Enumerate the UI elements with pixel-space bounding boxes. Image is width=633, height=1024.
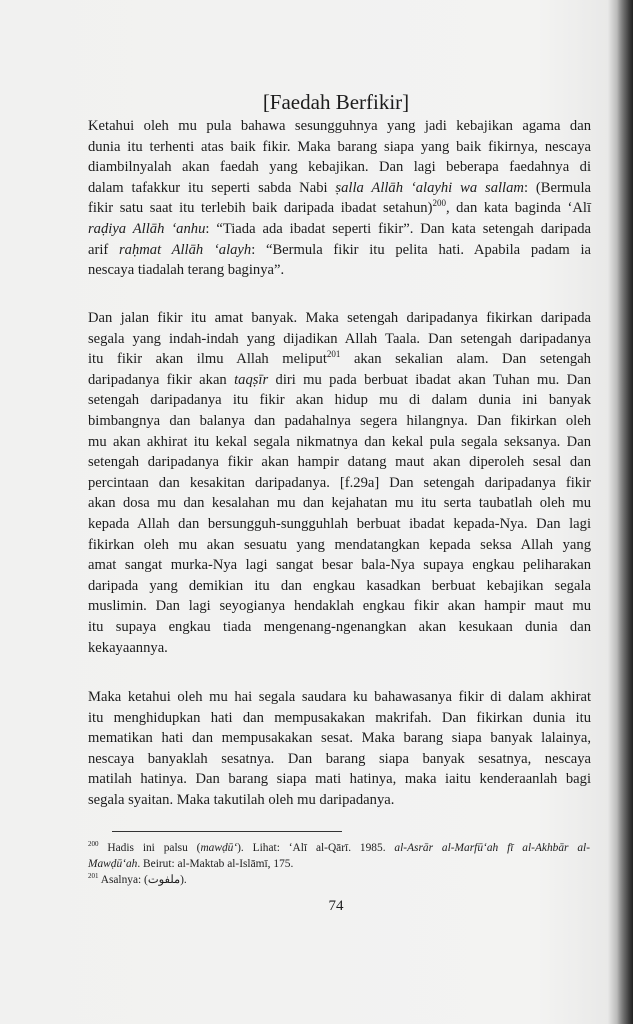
footnote-line: $^{201}$ Asalnya: (ملفوت).	[88, 872, 187, 886]
text-line: setengah daripadanya itu fikir akan hidup mu di dalam dunia ini banyak	[88, 392, 591, 409]
footnote	[88, 840, 590, 872]
text-line: nescaya banyaklah sesatnya. Dan barang siapa banyak sesatnya, nescaya	[88, 750, 591, 767]
text-line: akan dosa mu dan kesalahan mu dan kejahatan mu itu serta taubatlah oleh mu	[88, 495, 591, 512]
text-line: mematikan hati dan mempusakakan sesat. Maka barang siapa banyak lalainya,	[88, 730, 591, 747]
text-line: kekayaannya.	[88, 639, 168, 656]
footnote-separator	[112, 831, 342, 832]
text-line: bimbangnya dan balanya dan padahalnya segera hilangnya. Dan fikirkan oleh	[88, 412, 591, 429]
text-line: itu menghidupkan hati dan mempusakakan makrifah. Dan fikirkan dunia itu	[88, 709, 591, 726]
text-line: itu supaya engkau tiada mengenang-ngenangkan akan kesukaan dunia dan	[88, 618, 591, 635]
footnote-line: Mawḍūʻah. Beirut: al-Maktab al-Islāmī, 175.	[88, 858, 294, 870]
italic-term: al-Asrār al-Marfūʻah fī al-Akhbār al-	[394, 842, 590, 854]
footnote-ref: 201	[326, 349, 341, 360]
text-line: setengah daripadanya fikir akan hampir datang maut akan diperoleh sesal dan	[88, 454, 591, 471]
text-line: segala syaitan. Maka takutilah oleh mu daripadanya.	[88, 791, 395, 808]
text-line: matilah hatinya. Dan barang siapa mati hatinya, maka iaitu kenderaanlah bagi	[88, 771, 591, 788]
footnote-ref: 200	[432, 198, 446, 209]
section-heading: [Faedah Berfikir]	[262, 90, 410, 114]
page-gutter-shadow	[617, 0, 633, 1024]
text-line: arif raḥmat Allāh ʻalayh: “Bermula fikir itu pelita hati. Apabila padam ia	[88, 241, 591, 258]
italic-term: Mawḍūʻah	[88, 858, 138, 870]
page-number: 74	[328, 898, 344, 914]
text-line: Ketahui oleh mu pula bahawa sesungguhnya yang jadi kebajikan agama dan	[88, 118, 591, 134]
text-line: nescaya tiadalah terang baginya”.	[88, 262, 285, 279]
text-line: fikir satu saat itu terlebih baik daripada ibadat setahun)$^{200}$, dan kata baginda ʻAlī	[88, 198, 592, 217]
italic-term: taqṣīr	[234, 371, 269, 388]
text-line: amat sangat murka-Nya lagi sangat besar bala-Nya supaya engkau peliharakan	[88, 557, 591, 574]
paragraph-3	[88, 687, 591, 811]
text-line: daripadanya fikir akan taqṣīr diri mu pada berbuat ibadat akan Tuhan mu. Dan	[88, 371, 591, 388]
text-line: dunia itu terhenti atas baik fikir. Maka barang siapa yang baik fikirnya, nescaya	[88, 138, 591, 155]
text-line: raḍiya Allāh ʻanhu: “Tiada ada ibadat seperti fikir”. Dan kata setengah daripada	[88, 220, 591, 237]
text-line: itu fikir akan ilmu Allah meliput$^{201}$ akan sekalian alam. Dan setengah	[88, 349, 591, 368]
footnote-line: $^{200}$ Hadis ini palsu (mawḍūʻ). Lihat: ʻAlī al-Qārī. 1985. al-Asrār al-Marfūʻah fī al-Akhbār al-	[88, 840, 590, 854]
text-line: muslimin. Dan lagi seyogianya hendaklah engkau fikir akan hampir maut mu	[88, 598, 591, 615]
italic-term: mawḍūʻ	[200, 842, 238, 854]
text-line: Maka ketahui oleh mu hai segala saudara ku bahawasanya fikir di dalam akhirat	[88, 689, 591, 705]
footnote-number: 200	[88, 840, 99, 849]
text-line: diambilnyalah akan faedah yang kebajikan. Dan lagi beberapa faedahnya di	[88, 159, 591, 176]
paragraph-2	[88, 308, 591, 658]
text-line: Dan jalan fikir itu amat banyak. Maka setengah daripadanya fikirkan daripada	[88, 310, 591, 326]
text-line: dalam tafakkur itu seperti sabda Nabi ṣalla Allāh ʻalayhi wa sallam: (Bermula	[88, 179, 591, 196]
text-line: kepada Allah dan bersungguh-sungguhlah berbuat ibadat kepada-Nya. Dan lagi	[88, 515, 591, 532]
italic-term: raḍiya Allāh ʻanhu	[88, 220, 206, 237]
text-line: percintaan dan kesakitan daripadanya. [f.29a] Dan setengah daripadanya fikir	[88, 474, 591, 491]
footnote-number: 201	[88, 872, 99, 881]
text-line: fikirkan oleh mu akan sesuatu yang mendatangkan kepada seksa Allah yang	[88, 536, 591, 553]
footnotes	[88, 840, 590, 888]
text-line: daripada yang demikian itu dan engkau kasadkan berbuat kebajikan segala	[88, 577, 591, 594]
italic-term: ṣalla Allāh ʻalayhi wa sallam	[335, 179, 524, 196]
paragraph-1	[88, 116, 591, 281]
text-line: segala yang indah-indah yang dijadikan Allah Taala. Dan setengah daripadanya	[88, 330, 591, 347]
italic-term: raḥmat Allāh ʻalayh	[118, 241, 252, 258]
text-line: mu akan akhirat itu kekal segala nikmatnya dan kekal pula segala seksanya. Dan	[88, 433, 591, 450]
footnote	[88, 872, 590, 888]
